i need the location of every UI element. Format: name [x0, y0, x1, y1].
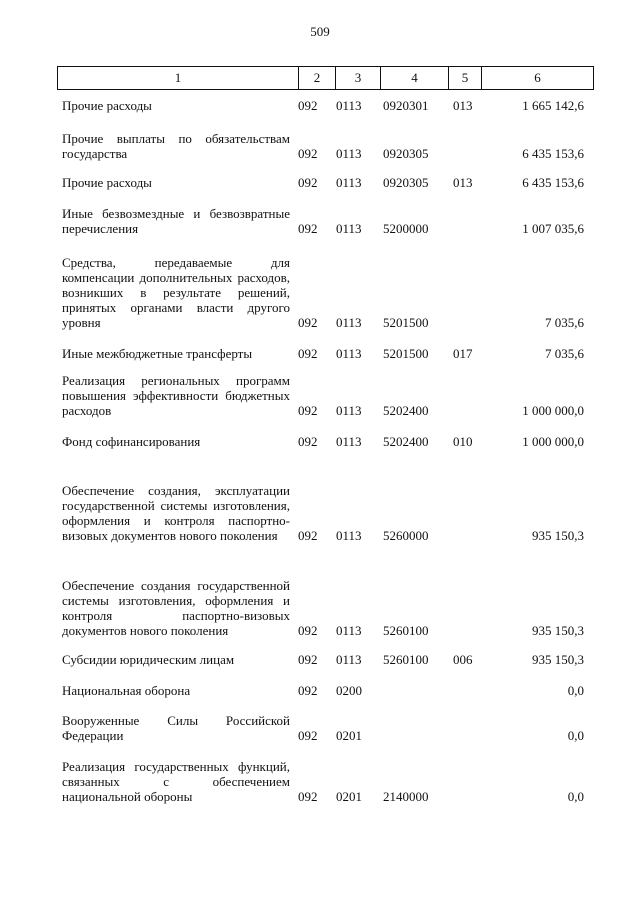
row-col-2: 092 [298, 98, 318, 113]
row-col-3: 0113 [336, 434, 362, 449]
table-row [0, 203, 640, 236]
row-col-2: 092 [298, 652, 318, 667]
row-col-6: 0,0 [567, 728, 584, 743]
row-col-3: 0113 [336, 652, 362, 667]
row-col-2: 092 [298, 221, 318, 236]
row-col-2: 092 [298, 434, 318, 449]
row-col-3: 0113 [336, 315, 362, 330]
row-col-6: 935 150,3 [532, 652, 584, 667]
row-col-3: 0201 [336, 728, 362, 743]
row-col-6: 1 000 000,0 [522, 434, 584, 449]
row-col-6: 0,0 [567, 683, 584, 698]
row-col-2: 092 [298, 728, 318, 743]
row-name: Обеспечение создания, эксплуатации государственной системы изготовления, оформления и контроля паспортно-визовых документов нового поколения [62, 483, 290, 543]
row-col-6: 7 035,6 [545, 315, 584, 330]
table-row [0, 756, 640, 804]
row-name: Реализация региональных программ повышения эффективности бюджетных расходов [62, 373, 290, 418]
row-name: Обеспечение создания государственной системы изготовления, оформления и контроля паспортно-визовых документов нового поколения [62, 578, 290, 638]
row-col-4: 5260000 [383, 528, 429, 543]
table-row [0, 461, 640, 543]
row-col-3: 0113 [336, 221, 362, 236]
table-row [0, 373, 640, 418]
table-row [0, 650, 640, 667]
row-col-4: 0920301 [383, 98, 429, 113]
row-col-6: 6 435 153,6 [522, 146, 584, 161]
row-col-6: 1 000 000,0 [522, 403, 584, 418]
row-col-3: 0113 [336, 623, 362, 638]
row-col-2: 092 [298, 146, 318, 161]
row-col-2: 092 [298, 623, 318, 638]
row-col-6: 6 435 153,6 [522, 175, 584, 190]
row-col-2: 092 [298, 789, 318, 804]
row-col-3: 0113 [336, 403, 362, 418]
row-name: Реализация государственных функций, связанных с обеспечением национальной обороны [62, 759, 290, 804]
row-col-2: 092 [298, 403, 318, 418]
row-col-2: 092 [298, 683, 318, 698]
row-col-4: 5202400 [383, 403, 429, 418]
row-col-5: 006 [453, 652, 473, 667]
table-row [0, 432, 640, 449]
row-col-3: 0200 [336, 683, 362, 698]
row-col-5: 013 [453, 175, 473, 190]
row-name: Прочие выплаты по обязательствам государства [62, 131, 290, 161]
row-col-6: 935 150,3 [532, 528, 584, 543]
row-col-3: 0113 [336, 528, 362, 543]
header-col-5: 5 [448, 67, 481, 89]
row-col-6: 1 665 142,6 [522, 98, 584, 113]
row-col-5: 010 [453, 434, 473, 449]
header-col-3: 3 [335, 67, 380, 89]
row-name: Национальная оборона [62, 683, 191, 698]
header-col-2: 2 [298, 67, 335, 89]
row-col-4: 0920305 [383, 146, 429, 161]
table-row [0, 556, 640, 638]
row-col-6: 7 035,6 [545, 346, 584, 361]
table-header [57, 66, 594, 90]
row-col-4: 5260100 [383, 652, 429, 667]
table-row [0, 248, 640, 330]
page-number: 509 [310, 24, 330, 39]
row-name: Иные межбюджетные трансферты [62, 346, 253, 361]
row-col-3: 0113 [336, 146, 362, 161]
row-col-3: 0113 [336, 98, 362, 113]
row-col-2: 092 [298, 315, 318, 330]
row-col-5: 013 [453, 98, 473, 113]
header-col-1: 1 [174, 70, 182, 85]
row-col-6: 935 150,3 [532, 623, 584, 638]
row-name: Фонд софинансирования [62, 434, 201, 449]
row-col-3: 0113 [336, 175, 362, 190]
table-row [0, 126, 640, 161]
row-col-2: 092 [298, 175, 318, 190]
row-name: Прочие расходы [62, 98, 152, 113]
row-col-4: 5260100 [383, 623, 429, 638]
row-col-6: 0,0 [567, 789, 584, 804]
row-col-4: 5201500 [383, 346, 429, 361]
table-row [0, 96, 640, 113]
table-row [0, 710, 640, 743]
table-row [0, 681, 640, 698]
row-col-4: 2140000 [383, 789, 429, 804]
row-col-4: 5200000 [383, 221, 429, 236]
row-name: Прочие расходы [62, 175, 152, 190]
row-col-3: 0113 [336, 346, 362, 361]
row-name: Иные безвозмездные и безвозвратные перечисления [62, 206, 290, 236]
table-row [0, 344, 640, 361]
row-col-3: 0201 [336, 789, 362, 804]
row-col-4: 5202400 [383, 434, 429, 449]
header-col-6: 6 [481, 67, 593, 89]
row-col-6: 1 007 035,6 [522, 221, 584, 236]
row-name: Вооруженные Силы Российской Федерации [62, 713, 290, 743]
header-col-4: 4 [380, 67, 448, 89]
table-row [0, 173, 640, 190]
row-name: Субсидии юридическим лицам [62, 652, 235, 667]
row-name: Средства, передаваемые для компенсации дополнительных расходов, возникших в результате решений, принятых органами власти другого уровня [62, 255, 290, 330]
row-col-5: 017 [453, 346, 473, 361]
row-col-4: 0920305 [383, 175, 429, 190]
row-col-4: 5201500 [383, 315, 429, 330]
row-col-2: 092 [298, 346, 318, 361]
row-col-2: 092 [298, 528, 318, 543]
